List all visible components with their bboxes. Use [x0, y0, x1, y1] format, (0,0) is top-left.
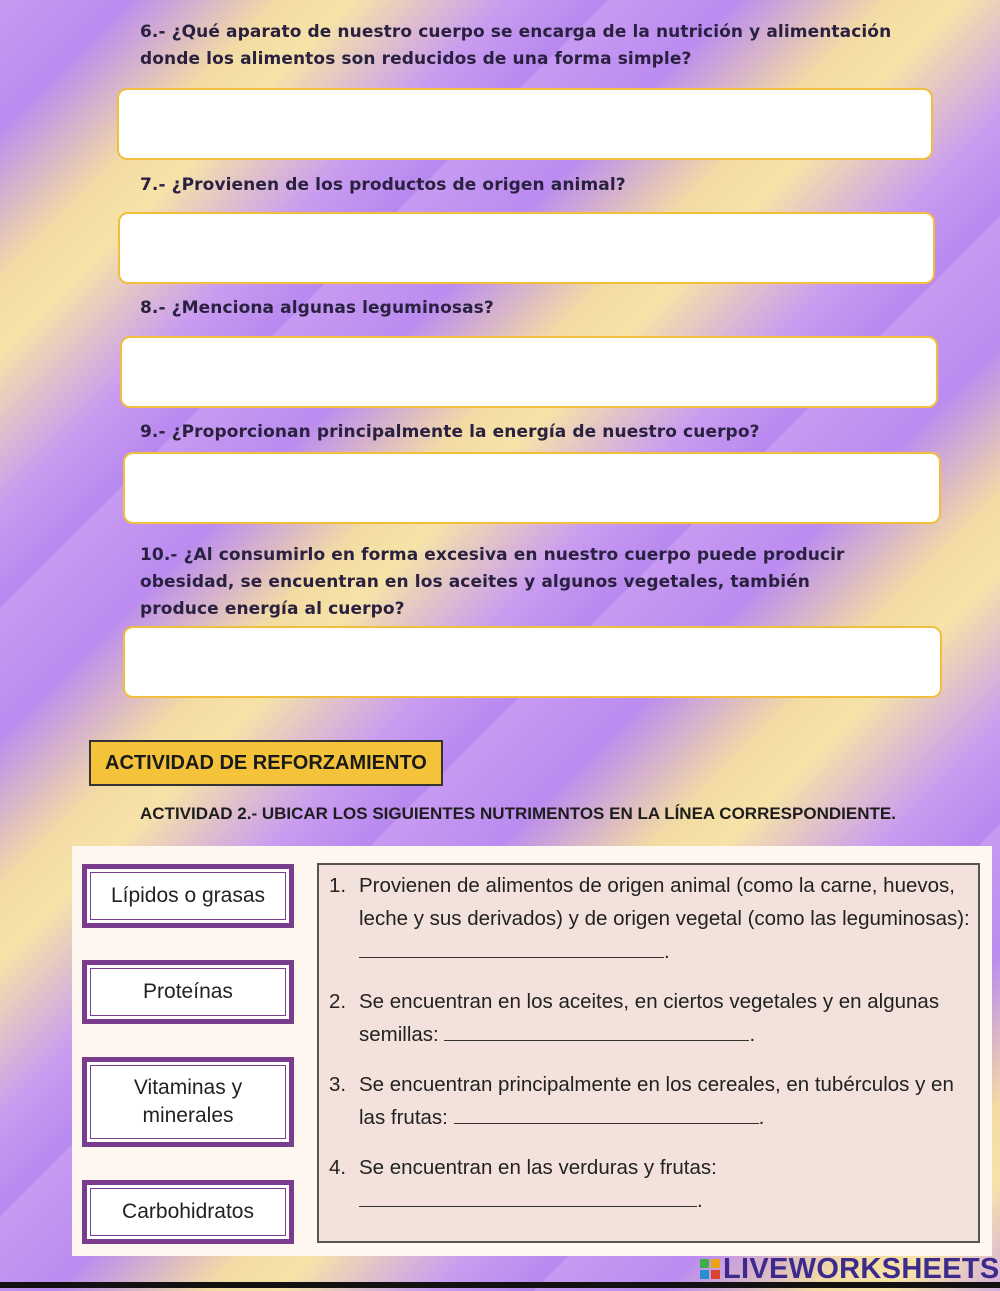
option-label: Vitaminas y minerales	[133, 1076, 243, 1127]
activity-subtitle: ACTIVIDAD 2.- UBICAR LOS SIGUIENTES NUTRIMENTOS EN LA LÍNEA CORRESPONDIENTE.	[140, 804, 896, 823]
question-6: 6.- ¿Qué aparato de nuestro cuerpo se encarga de la nutrición y alimentación donde los alimentos son reducidos de una forma simple?	[140, 22, 892, 69]
statement-4	[329, 1151, 974, 1217]
option-label: Proteínas	[143, 980, 233, 1003]
option-vitaminas[interactable]	[82, 1057, 294, 1147]
period: .	[749, 1023, 756, 1046]
statement-blank-row	[359, 1184, 974, 1217]
statement-number: 3.	[329, 1073, 347, 1096]
statement-text-wrap	[359, 985, 974, 1051]
activity-title: ACTIVIDAD DE REFORZAMIENTO	[89, 740, 443, 786]
statement-number: 1.	[329, 874, 347, 897]
answer-blank-3[interactable]	[454, 1103, 759, 1124]
statement-2	[329, 985, 974, 1051]
answer-field-9[interactable]	[123, 452, 941, 524]
question-10: 10.- ¿Al consumirlo en forma excesiva en nuestro cuerpo puede producir obesidad, se encuentran en los aceites y algunos vegetales, también produce energía al cuerpo?	[140, 545, 845, 619]
question-8: 8.- ¿Menciona algunas leguminosas?	[140, 298, 494, 318]
option-carbohidratos[interactable]	[82, 1180, 294, 1244]
answer-field-8[interactable]	[120, 336, 938, 408]
period: .	[758, 1106, 765, 1129]
logo-mark-icon	[700, 1259, 720, 1279]
statement-text: Provienen de alimentos de origen animal (como la carne, huevos, leche y sus derivados) y de origen vegetal (como las leguminosas):	[359, 874, 970, 930]
option-lipidos[interactable]	[82, 864, 294, 928]
statement-3	[329, 1068, 974, 1134]
statement-number: 2.	[329, 990, 347, 1013]
logo-text: LIVEWORKSHEETS	[723, 1252, 1000, 1285]
answer-field-6[interactable]	[117, 88, 933, 160]
option-label: Carbohidratos	[122, 1200, 254, 1223]
period: .	[664, 940, 670, 963]
question-9: 9.- ¿Proporcionan principalmente la energía de nuestro cuerpo?	[140, 422, 760, 442]
answer-field-7[interactable]	[118, 212, 935, 284]
option-proteinas[interactable]	[82, 960, 294, 1024]
statement-text-wrap	[359, 1068, 974, 1134]
option-label: Lípidos o grasas	[110, 884, 266, 907]
answer-blank-4[interactable]	[359, 1186, 697, 1207]
statement-1	[329, 869, 974, 968]
answer-field-10[interactable]	[123, 626, 942, 698]
liveworksheets-logo[interactable]	[700, 1253, 1000, 1285]
statement-text: Se encuentran en los aceites, en ciertos vegetales y en algunas semillas:	[359, 990, 940, 1046]
answer-blank-2[interactable]	[444, 1020, 749, 1041]
answer-blank-1[interactable]	[359, 937, 664, 958]
statement-blank-row	[359, 935, 974, 968]
question-7: 7.- ¿Provienen de los productos de origen animal?	[140, 175, 626, 195]
period: .	[697, 1189, 703, 1212]
statement-number: 4.	[329, 1156, 347, 1179]
statement-text: Se encuentran principalmente en los cereales, en tubérculos y en las frutas:	[359, 1073, 954, 1129]
statement-text: Se encuentran en las verduras y frutas:	[359, 1156, 717, 1179]
statements-list	[317, 863, 980, 1243]
